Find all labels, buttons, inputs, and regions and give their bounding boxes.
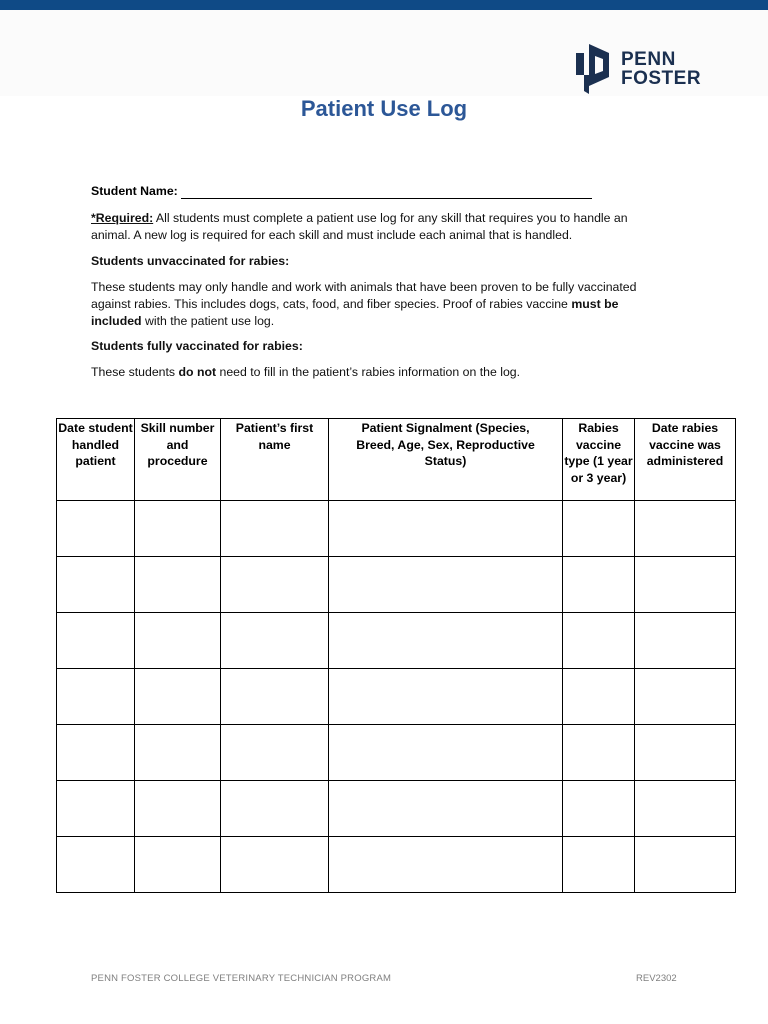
table-row (57, 669, 736, 725)
student-name-field[interactable] (91, 183, 593, 200)
table-cell[interactable] (221, 501, 329, 557)
logo-text-penn: PENN (621, 49, 676, 70)
table-cell[interactable] (635, 837, 736, 893)
penn-foster-logo-mark-icon (576, 44, 612, 94)
unvaccinated-heading (91, 253, 661, 270)
vaccinated-heading-text: Students fully vaccinated for rabies: (91, 339, 303, 353)
table-cell[interactable] (635, 669, 736, 725)
unvaccinated-text-2: with the patient use log. (141, 314, 275, 328)
table-cell[interactable] (135, 557, 221, 613)
table-cell[interactable] (563, 613, 635, 669)
table-cell[interactable] (329, 557, 563, 613)
table-cell[interactable] (135, 501, 221, 557)
unvaccinated-paragraph (91, 279, 661, 330)
table-cell[interactable] (635, 781, 736, 837)
page-title: Patient Use Log (300, 96, 468, 121)
table-cell[interactable] (563, 669, 635, 725)
table-cell[interactable] (57, 781, 135, 837)
unvaccinated-heading-text: Students unvaccinated for rabies: (91, 254, 290, 268)
table-cell[interactable] (329, 725, 563, 781)
table-cell[interactable] (563, 557, 635, 613)
table-cell[interactable] (563, 725, 635, 781)
table-cell[interactable] (329, 837, 563, 893)
footer-program: PENN FOSTER COLLEGE VETERINARY TECHNICIAN PROGRAM (91, 973, 392, 984)
vaccinated-text-1: These students (91, 365, 179, 379)
table-cell[interactable] (135, 781, 221, 837)
table-cell[interactable] (635, 613, 736, 669)
col-header-date-handled: Date student handled patient (57, 419, 135, 501)
footer-revision: REV2302 (636, 973, 677, 984)
table-cell[interactable] (57, 613, 135, 669)
col-header-rabies-type: Rabies vaccine type (1 year or 3 year) (563, 419, 635, 501)
table-row (57, 613, 736, 669)
table-cell[interactable] (329, 669, 563, 725)
table-header-row (57, 419, 736, 501)
table-cell[interactable] (221, 669, 329, 725)
table-row (57, 501, 736, 557)
table-cell[interactable] (329, 613, 563, 669)
table-cell[interactable] (563, 781, 635, 837)
col-header-rabies-date: Date rabies vaccine was administered (635, 419, 736, 501)
required-text: All students must complete a patient use log for any skill that requires you to handle an animal. A new log is required for each skill and must include each animal that is handled. (91, 211, 628, 242)
table-cell[interactable] (329, 501, 563, 557)
student-name-label: Student Name: (91, 184, 178, 198)
table-cell[interactable] (57, 501, 135, 557)
penn-foster-logo (576, 44, 716, 94)
top-accent-bar (0, 0, 768, 10)
required-label: *Required: (91, 211, 154, 225)
table-cell[interactable] (135, 837, 221, 893)
table-row (57, 781, 736, 837)
table-cell[interactable] (221, 837, 329, 893)
table-cell[interactable] (221, 613, 329, 669)
table-cell[interactable] (563, 837, 635, 893)
table-cell[interactable] (635, 557, 736, 613)
table-cell[interactable] (135, 669, 221, 725)
table-cell[interactable] (221, 781, 329, 837)
table-cell[interactable] (329, 781, 563, 837)
table-body (57, 501, 736, 893)
required-paragraph (91, 210, 661, 244)
col-header-signalment: Patient Signalment (Species, Breed, Age, Sex, Reproductive Status) (329, 419, 563, 501)
student-name-line[interactable] (181, 198, 592, 199)
patient-use-log-table (56, 418, 736, 893)
table-cell[interactable] (221, 725, 329, 781)
table-row (57, 557, 736, 613)
logo-text-foster: FOSTER (621, 68, 702, 89)
table-cell[interactable] (635, 725, 736, 781)
table-cell[interactable] (563, 501, 635, 557)
vaccinated-bold: do not (178, 365, 217, 379)
vaccinated-heading (91, 338, 661, 355)
table-cell[interactable] (221, 557, 329, 613)
table-cell[interactable] (57, 837, 135, 893)
vaccinated-text-2: need to fill in the patient’s rabies information on the log. (216, 365, 521, 379)
table-cell[interactable] (57, 557, 135, 613)
col-header-patient-name: Patient’s first name (221, 419, 329, 501)
unvaccinated-bold: must be included (91, 297, 619, 328)
table-row (57, 725, 736, 781)
table-cell[interactable] (135, 613, 221, 669)
table-cell[interactable] (635, 501, 736, 557)
table-cell[interactable] (57, 669, 135, 725)
unvaccinated-text-1: These students may only handle and work with animals that have been proven to be fully vaccinated against rabies. This includes dogs, cats, food, and fiber species. Proof of rabies vaccine (91, 280, 637, 311)
vaccinated-paragraph (91, 364, 661, 381)
col-header-skill: Skill number and procedure (135, 419, 221, 501)
table-cell[interactable] (135, 725, 221, 781)
logo-wordmark (621, 50, 701, 88)
table-cell[interactable] (57, 725, 135, 781)
table-row (57, 837, 736, 893)
